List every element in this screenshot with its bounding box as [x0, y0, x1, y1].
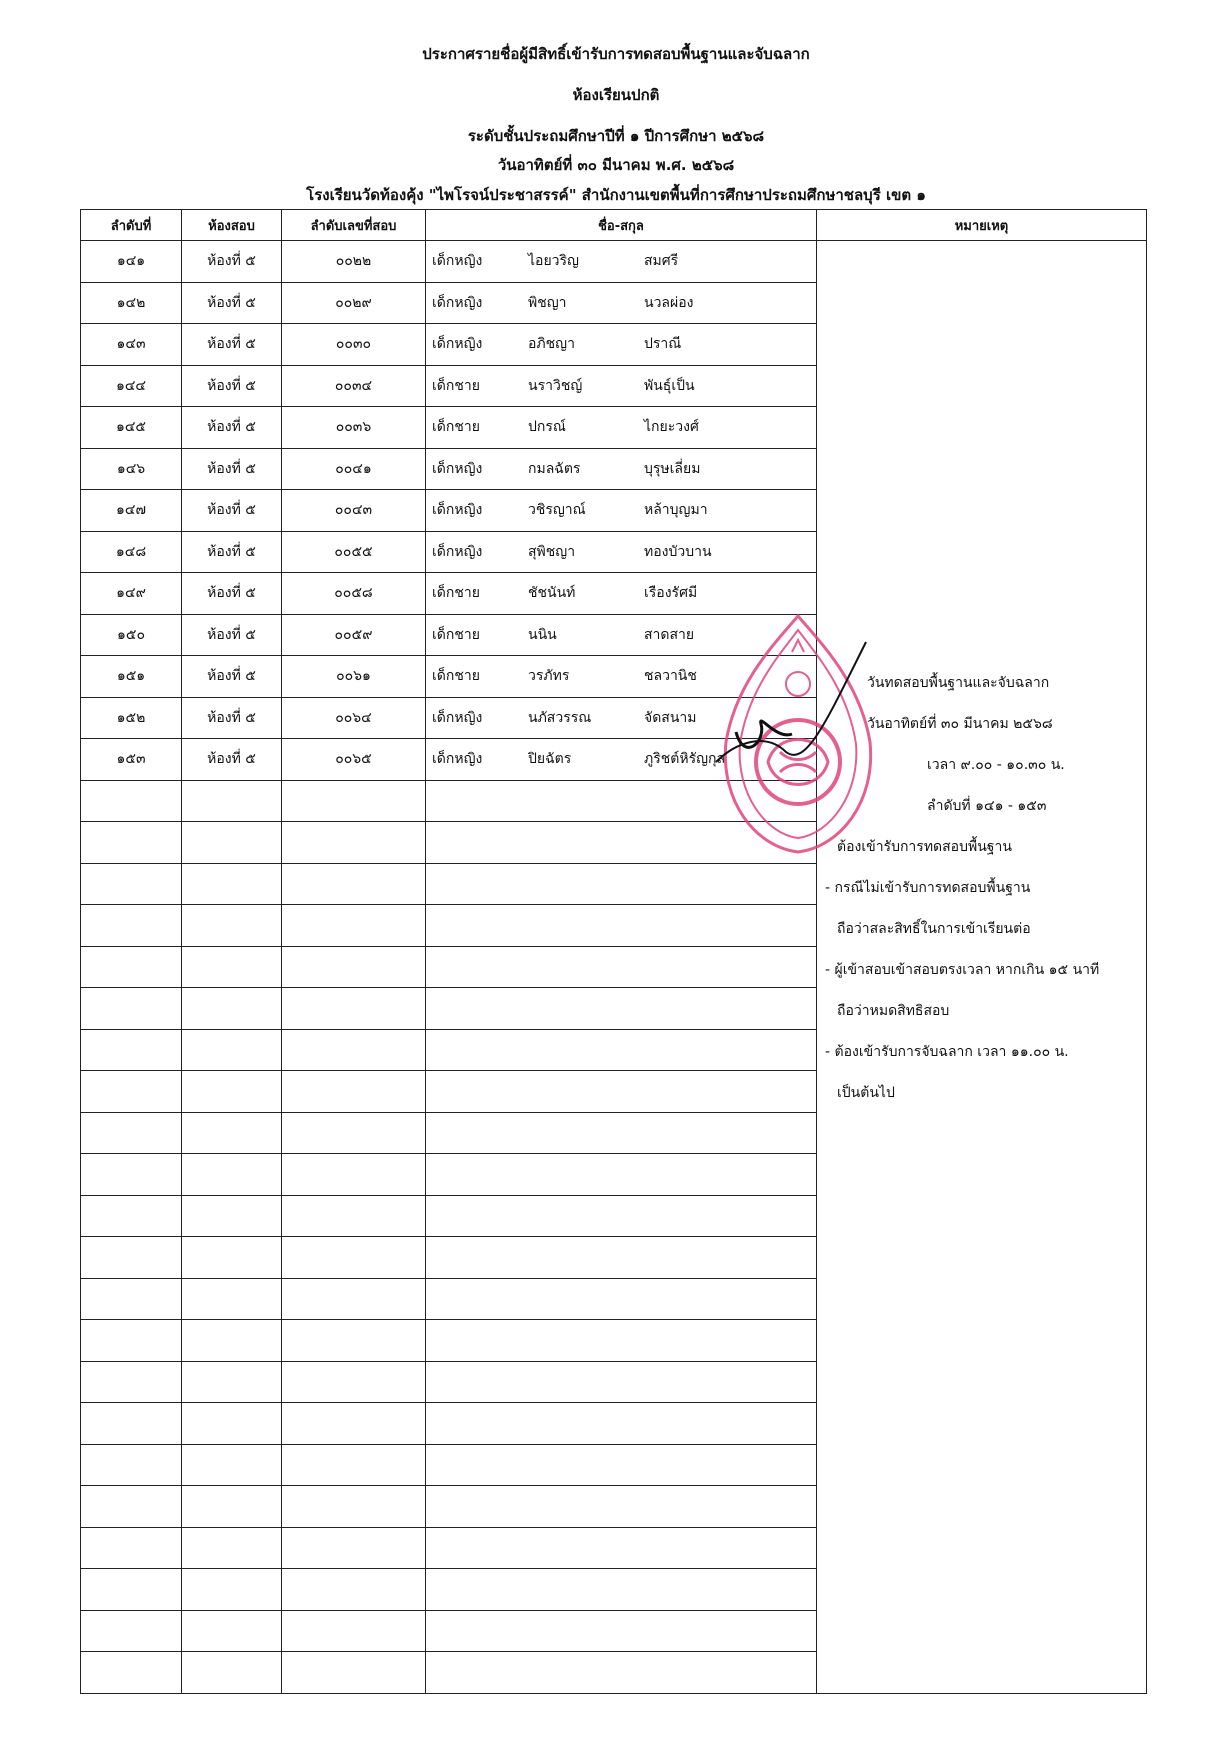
blank-cell	[81, 822, 182, 864]
first-name: ไอยวริญ	[528, 253, 579, 270]
blank-cell	[81, 1320, 182, 1362]
title-prefix: เด็กหญิง	[432, 294, 483, 311]
room-cell: ห้องที่ ๕	[182, 324, 282, 366]
title-prefix: เด็กหญิง	[432, 709, 483, 726]
exam-no-cell: ๐๐๓๐	[282, 324, 426, 366]
blank-cell	[282, 1403, 426, 1445]
blank-cell	[182, 1486, 282, 1528]
room-cell: ห้องที่ ๕	[182, 241, 282, 283]
order-cell: ๑๔๑	[81, 241, 182, 283]
blank-cell	[81, 1195, 182, 1237]
column-header-name: ชื่อ-สกุล	[426, 210, 817, 241]
order-cell: ๑๔๘	[81, 531, 182, 573]
first-name: กมลฉัตร	[528, 460, 581, 477]
remark-order-range: ลำดับที่ ๑๔๑ - ๑๕๓	[927, 798, 1047, 814]
first-name: สุพิชญา	[528, 543, 576, 560]
school-seal-stamp	[706, 612, 891, 862]
blank-cell	[182, 1652, 282, 1694]
remark-lottery-time: - ต้องเข้ารับการจับฉลาก เวลา ๑๑.๐๐ น.	[825, 1044, 1069, 1060]
blank-cell	[81, 988, 182, 1030]
column-header-remarks: หมายเหตุ	[817, 210, 1147, 241]
first-name: นราวิชญ์	[528, 377, 583, 394]
order-cell: ๑๕๑	[81, 656, 182, 698]
blank-cell	[81, 1278, 182, 1320]
blank-cell	[182, 988, 282, 1030]
blank-cell	[282, 1486, 426, 1528]
blank-cell	[282, 1610, 426, 1652]
first-name: ปิยฉัตร	[528, 751, 572, 768]
blank-cell	[182, 780, 282, 822]
blank-cell	[182, 1029, 282, 1071]
blank-cell	[282, 822, 426, 864]
blank-cell	[282, 988, 426, 1030]
blank-cell	[81, 1071, 182, 1113]
column-header-room: ห้องสอบ	[182, 210, 282, 241]
order-cell: ๑๔๗	[81, 490, 182, 532]
blank-cell	[282, 1112, 426, 1154]
blank-cell	[182, 1403, 282, 1445]
blank-cell	[182, 1278, 282, 1320]
blank-cell	[81, 1237, 182, 1279]
blank-cell	[426, 1444, 817, 1486]
blank-cell	[81, 863, 182, 905]
order-cell: ๑๔๒	[81, 282, 182, 324]
blank-cell	[282, 1237, 426, 1279]
order-cell: ๑๕๒	[81, 697, 182, 739]
first-name: วชิรญาณ์	[528, 502, 586, 519]
last-name: หล้าบุญมา	[644, 502, 708, 519]
first-name: วรภัทร	[528, 668, 570, 685]
exam-no-cell: ๐๐๖๑	[282, 656, 426, 698]
name-cell	[426, 407, 817, 449]
exam-no-cell: ๐๐๒๙	[282, 282, 426, 324]
exam-no-cell: ๐๐๕๘	[282, 573, 426, 615]
remark-absent-case: - กรณีไม่เข้ารับการทดสอบพื้นฐาน	[825, 880, 1031, 896]
remark-disqualified: ถือว่าหมดสิทธิสอบ	[837, 1003, 950, 1019]
blank-cell	[282, 1029, 426, 1071]
exam-no-cell: ๐๐๖๔	[282, 697, 426, 739]
blank-cell	[282, 1652, 426, 1694]
blank-cell	[426, 1569, 817, 1611]
name-cell	[426, 241, 817, 283]
exam-no-cell: ๐๐๔๓	[282, 490, 426, 532]
blank-cell	[426, 1320, 817, 1362]
order-cell: ๑๔๓	[81, 324, 182, 366]
name-cell	[426, 324, 817, 366]
blank-cell	[182, 822, 282, 864]
blank-cell	[81, 1569, 182, 1611]
blank-cell	[426, 988, 817, 1030]
title-prefix: เด็กชาย	[432, 626, 480, 643]
room-cell: ห้องที่ ๕	[182, 697, 282, 739]
first-name: นนิน	[528, 626, 557, 643]
blank-cell	[426, 1652, 817, 1694]
title-prefix: เด็กหญิง	[432, 336, 483, 353]
blank-cell	[81, 1154, 182, 1196]
blank-cell	[81, 1029, 182, 1071]
first-name: นภัสวรรณ	[528, 709, 592, 726]
blank-cell	[81, 1610, 182, 1652]
title-prefix: เด็กชาย	[432, 419, 480, 436]
room-cell: ห้องที่ ๕	[182, 573, 282, 615]
blank-cell	[282, 1278, 426, 1320]
blank-cell	[81, 1403, 182, 1445]
blank-cell	[282, 1195, 426, 1237]
blank-cell	[81, 905, 182, 947]
name-cell	[426, 490, 817, 532]
room-cell: ห้องที่ ๕	[182, 407, 282, 449]
title-prefix: เด็กหญิง	[432, 502, 483, 519]
title-prefix: เด็กหญิง	[432, 253, 483, 270]
first-name: ชัชนันท์	[528, 585, 576, 602]
blank-cell	[426, 1237, 817, 1279]
blank-cell	[182, 1527, 282, 1569]
blank-cell	[81, 780, 182, 822]
blank-cell	[182, 1195, 282, 1237]
blank-cell	[81, 1486, 182, 1528]
blank-cell	[182, 1237, 282, 1279]
exam-no-cell: ๐๐๖๕	[282, 739, 426, 781]
last-name: ไกยะวงศ์	[644, 419, 699, 436]
last-name: นวลผ่อง	[644, 294, 694, 311]
title-line-5: โรงเรียนวัดท้องคุ้ง "ไพโรจน์ประชาสรรค์" สำนักงานเขตพื้นที่การศึกษาประถมศึกษาชลบุรี เขต ๑	[306, 186, 926, 204]
last-name: บุรุษเลี่ยม	[644, 460, 701, 477]
blank-cell	[426, 1610, 817, 1652]
order-cell: ๑๔๖	[81, 448, 182, 490]
remark-exam-date: วันอาทิตย์ที่ ๓๐ มีนาคม ๒๕๖๘	[867, 716, 1053, 732]
first-name: พิชญา	[528, 294, 567, 311]
blank-cell	[426, 946, 817, 988]
blank-cell	[182, 1320, 282, 1362]
remark-late-rule: - ผู้เข้าสอบเข้าสอบตรงเวลา หากเกิน ๑๕ นาที	[825, 962, 1100, 978]
remark-exam-time: เวลา ๙.๐๐ - ๑๐.๓๐ น.	[927, 757, 1065, 773]
exam-no-cell: ๐๐๓๖	[282, 407, 426, 449]
order-cell: ๑๕๓	[81, 739, 182, 781]
room-cell: ห้องที่ ๕	[182, 656, 282, 698]
remark-must-attend: ต้องเข้ารับการทดสอบพื้นฐาน	[837, 839, 1012, 855]
table-header-row	[81, 210, 1147, 241]
exam-no-cell: ๐๐๕๕	[282, 531, 426, 573]
first-name: อภิชญา	[528, 336, 575, 353]
blank-cell	[426, 1112, 817, 1154]
room-cell: ห้องที่ ๕	[182, 614, 282, 656]
blank-cell	[282, 946, 426, 988]
table-row	[81, 241, 1147, 283]
title-prefix: เด็กหญิง	[432, 460, 483, 477]
order-cell: ๑๕๐	[81, 614, 182, 656]
blank-cell	[182, 1444, 282, 1486]
order-cell: ๑๔๙	[81, 573, 182, 615]
blank-cell	[182, 1112, 282, 1154]
blank-cell	[426, 863, 817, 905]
title-prefix: เด็กชาย	[432, 585, 480, 602]
remark-forfeit: ถือว่าสละสิทธิ์ในการเข้าเรียนต่อ	[837, 921, 1031, 937]
blank-cell	[182, 1610, 282, 1652]
order-cell: ๑๔๕	[81, 407, 182, 449]
blank-cell	[426, 1195, 817, 1237]
blank-cell	[282, 1320, 426, 1362]
blank-cell	[426, 1278, 817, 1320]
blank-cell	[81, 1652, 182, 1694]
last-name: ปราณี	[644, 336, 682, 353]
blank-cell	[426, 1029, 817, 1071]
blank-cell	[282, 1361, 426, 1403]
room-cell: ห้องที่ ๕	[182, 531, 282, 573]
room-cell: ห้องที่ ๕	[182, 448, 282, 490]
blank-cell	[182, 863, 282, 905]
blank-cell	[282, 905, 426, 947]
name-cell	[426, 531, 817, 573]
last-name: สมศรี	[644, 253, 679, 270]
title-prefix: เด็กชาย	[432, 377, 480, 394]
blank-cell	[282, 1071, 426, 1113]
title-prefix: เด็กหญิง	[432, 751, 483, 768]
last-name: สาดสาย	[644, 626, 695, 643]
exam-no-cell: ๐๐๒๒	[282, 241, 426, 283]
blank-cell	[182, 905, 282, 947]
name-cell	[426, 365, 817, 407]
title-prefix: เด็กชาย	[432, 668, 480, 685]
blank-cell	[182, 1071, 282, 1113]
blank-cell	[182, 946, 282, 988]
first-name: ปกรณ์	[528, 419, 566, 436]
title-line-2: ห้องเรียนปกติ	[572, 86, 660, 104]
column-header-exam-no: ลำดับเลขที่สอบ	[282, 210, 426, 241]
blank-cell	[426, 1403, 817, 1445]
blank-cell	[426, 1361, 817, 1403]
exam-no-cell: ๐๐๕๙	[282, 614, 426, 656]
blank-cell	[81, 946, 182, 988]
exam-no-cell: ๐๐๔๑	[282, 448, 426, 490]
blank-cell	[426, 1527, 817, 1569]
room-cell: ห้องที่ ๕	[182, 490, 282, 532]
title-prefix: เด็กหญิง	[432, 543, 483, 560]
blank-cell	[182, 1361, 282, 1403]
blank-cell	[426, 1154, 817, 1196]
order-cell: ๑๔๔	[81, 365, 182, 407]
exam-no-cell: ๐๐๓๔	[282, 365, 426, 407]
last-name: ภูริชต์หิรัญกุล	[644, 751, 726, 768]
name-cell	[426, 282, 817, 324]
blank-cell	[282, 1444, 426, 1486]
blank-cell	[81, 1361, 182, 1403]
blank-cell	[426, 905, 817, 947]
title-line-4: วันอาทิตย์ที่ ๓๐ มีนาคม พ.ศ. ๒๕๖๘	[497, 156, 735, 174]
room-cell: ห้องที่ ๕	[182, 739, 282, 781]
last-name: เรืองรัศมี	[644, 585, 698, 602]
remark-exam-date-heading: วันทดสอบพื้นฐานและจับฉลาก	[867, 675, 1050, 691]
roster-table	[80, 209, 1147, 1694]
remarks-cell	[817, 241, 1147, 1694]
name-cell	[426, 448, 817, 490]
last-name: จัดสนาม	[644, 709, 697, 726]
last-name: พันธุ์เป็น	[644, 377, 695, 394]
blank-cell	[81, 1527, 182, 1569]
remark-onwards: เป็นต้นไป	[837, 1085, 895, 1101]
last-name: ทองบัวบาน	[644, 543, 712, 560]
blank-cell	[182, 1569, 282, 1611]
blank-cell	[282, 1154, 426, 1196]
title-line-3: ระดับชั้นประถมศึกษาปีที่ ๑ ปีการศึกษา ๒๕๖๘	[467, 127, 765, 145]
column-header-order: ลำดับที่	[81, 210, 182, 241]
blank-cell	[282, 1527, 426, 1569]
last-name: ชลวานิช	[644, 668, 697, 685]
blank-cell	[182, 1154, 282, 1196]
title-line-1: ประกาศรายชื่อผู้มีสิทธิ์เข้ารับการทดสอบพื้นฐานและจับฉลาก	[422, 45, 810, 63]
room-cell: ห้องที่ ๕	[182, 365, 282, 407]
blank-cell	[282, 1569, 426, 1611]
room-cell: ห้องที่ ๕	[182, 282, 282, 324]
blank-cell	[282, 863, 426, 905]
blank-cell	[426, 1486, 817, 1528]
name-cell	[426, 573, 817, 615]
blank-cell	[81, 1444, 182, 1486]
blank-cell	[81, 1112, 182, 1154]
blank-cell	[282, 780, 426, 822]
blank-cell	[426, 1071, 817, 1113]
